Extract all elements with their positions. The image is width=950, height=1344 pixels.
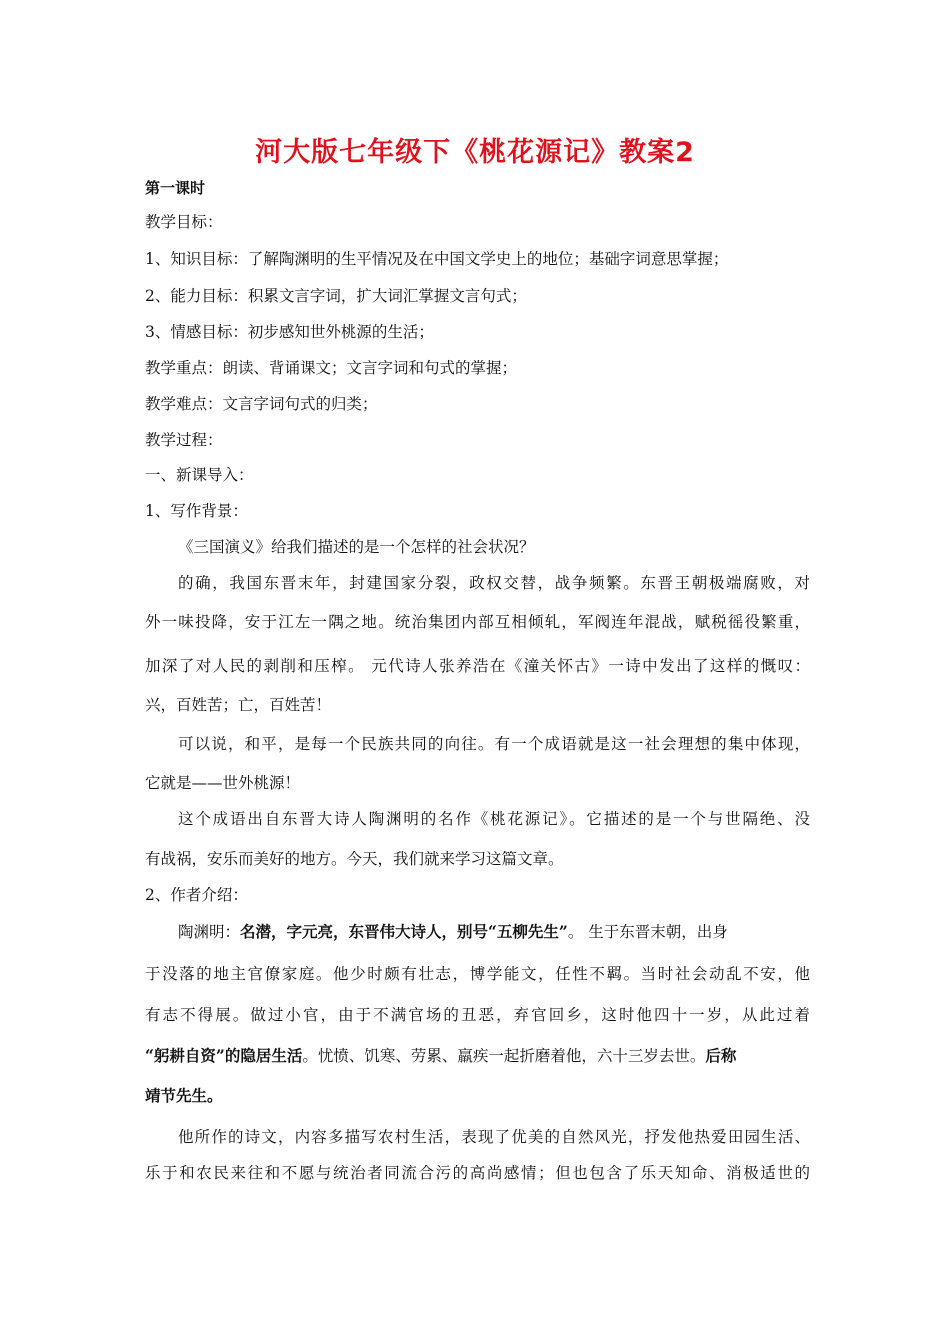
paragraph-line: 它就是——世外桃源！ (145, 774, 301, 792)
paragraph-line: 兴，百姓苦；亡，百姓苦！ (145, 696, 332, 714)
posthumous-name (145, 1086, 810, 1106)
paragraph-line: 加深了对人民的剥削和压榨。 元代诗人张养浩在《潼关怀古》一诗中发出了这样的慨叹： (145, 657, 810, 675)
paragraph-line: 外一味投降，安于江左一隅之地。统治集团内部互相倾轧，军阀连年混战，赋税徭役繁重， (145, 613, 810, 631)
paragraph-line: 于没落的地主官僚家庭。他少时颇有壮志，博学能文，任性不羁。当时社会动乱不安，他 (145, 965, 810, 983)
author-text: 。 生于东晋末朝，出身 (567, 923, 728, 941)
paragraph-line: 有志不得展。做过小官，由于不满官场的丑恶，弃官回乡，这时他四十一岁，从此过着 (145, 1006, 810, 1024)
section-intro: 一、新课导入： (145, 466, 254, 484)
paragraph-line: 乐于和农民来往和不愿与统治者同流合污的高尚感情；但也包含了乐天知命、消极适世的 (145, 1164, 810, 1182)
author-name: 陶渊明： (178, 923, 241, 941)
life-text: 。忧愤、饥寒、劳累、羸疾一起折磨着他，六十三岁去世。 (302, 1047, 706, 1065)
lesson-heading: 第一课时 (145, 179, 206, 197)
process-label: 教学过程： (145, 431, 223, 449)
paragraph-line: 有战祸，安乐而美好的地方。今天，我们就来学习这篇文章。 (145, 850, 564, 868)
difficulties: 教学难点：文言字词句式的归类； (145, 395, 378, 413)
paragraph-line: 的确，我国东晋末年，封建国家分裂，政权交替，战争频繁。东晋王朝极端腐败，对 (178, 574, 810, 592)
posthumous-highlight: 后称 (705, 1046, 737, 1065)
author-life-line (145, 1046, 810, 1066)
author-highlight: 名潜，字元亮，东晋伟大诗人，别号“五柳先生” (240, 922, 568, 941)
goal-emotion: 3、情感目标：初步感知世外桃源的生活； (145, 323, 434, 341)
paragraph-line: 《三国演义》给我们描述的是一个怎样的社会状况？ (178, 538, 535, 556)
paragraph-line: 这个成语出自东晋大诗人陶渊明的名作《桃花源记》。它描述的是一个与世隔绝、没 (178, 810, 810, 828)
key-points: 教学重点：朗读、背诵课文；文言字词和句式的掌握； (145, 359, 518, 377)
goal-knowledge: 1、知识目标：了解陶渊明的生平情况及在中国文学史上的地位；基础字词意思掌握； (145, 250, 729, 268)
goals-label: 教学目标： (145, 213, 223, 231)
sub-author: 2、作者介绍： (145, 886, 248, 904)
author-line (178, 922, 810, 942)
sub-background: 1、写作背景： (145, 502, 248, 520)
paragraph-line: 可以说，和平，是每一个民族共同的向往。有一个成语就是这一社会理想的集中体现， (178, 735, 810, 753)
reclusive-life-highlight: “躬耕自资”的隐居生活 (145, 1046, 303, 1065)
posthumous-name-text: 靖节先生。 (145, 1086, 223, 1105)
goal-ability: 2、能力目标：积累文言字词，扩大词汇掌握文言句式； (145, 287, 527, 305)
paragraph-line: 他所作的诗文，内容多描写农村生活，表现了优美的自然风光，抒发他热爱田园生活、 (178, 1128, 810, 1146)
document-title: 河大版七年级下《桃花源记》教案2 (255, 137, 695, 168)
